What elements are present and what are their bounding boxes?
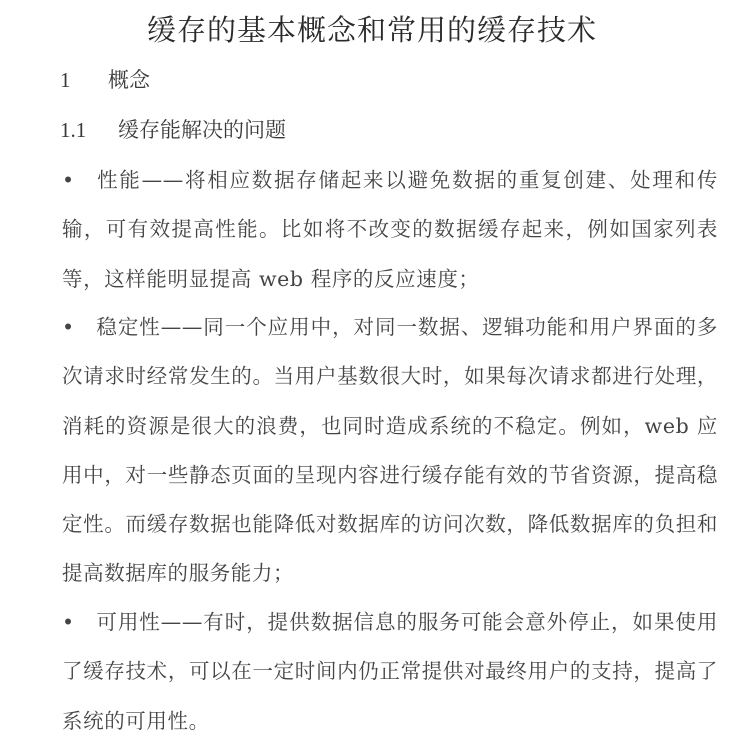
bullet-icon: •	[62, 168, 75, 192]
section-heading	[60, 62, 150, 98]
section-number: 1	[60, 68, 71, 92]
document-title: 缓存的基本概念和常用的缓存技术	[146, 13, 597, 47]
paragraph-text: 稳定性——同一个应用中，对同一数据、逻辑功能和用户界面的多次请求时经常发生的。当用户基数很大时，如果每次请求都进行处理，消耗的资源是很大的浪费，也同时造成系统的不稳定。例如，web 应用中，对一些静态页面的呈现内容进行缓存能有效的节省资源，提高稳定性。而缓存数据也能降低对数据库的访问次数，降低数据库的负担和提高数据库的服务能力；	[62, 315, 718, 586]
paragraph-performance	[62, 156, 718, 304]
paragraph-stability	[62, 303, 718, 599]
paragraph-text: 可用性——有时，提供数据信息的服务可能会意外停止，如果使用了缓存技术，可以在一定时间内仍正常提供对最终用户的支持，提高了系统的可用性。	[62, 610, 718, 733]
bullet-icon: •	[62, 315, 75, 339]
paragraph-text: 性能——将相应数据存储起来以避免数据的重复创建、处理和传输，可有效提高性能。比如将不改变的数据缓存起来，例如国家列表等，这样能明显提高 web 程序的反应速度；	[62, 168, 718, 291]
bullet-icon: •	[62, 610, 75, 634]
paragraph-availability	[62, 598, 718, 746]
subsection-number: 1.1	[60, 118, 87, 142]
subsection-label: 缓存能解决的问题	[118, 118, 286, 142]
section-label: 概念	[108, 68, 150, 92]
subsection-heading	[60, 112, 286, 148]
